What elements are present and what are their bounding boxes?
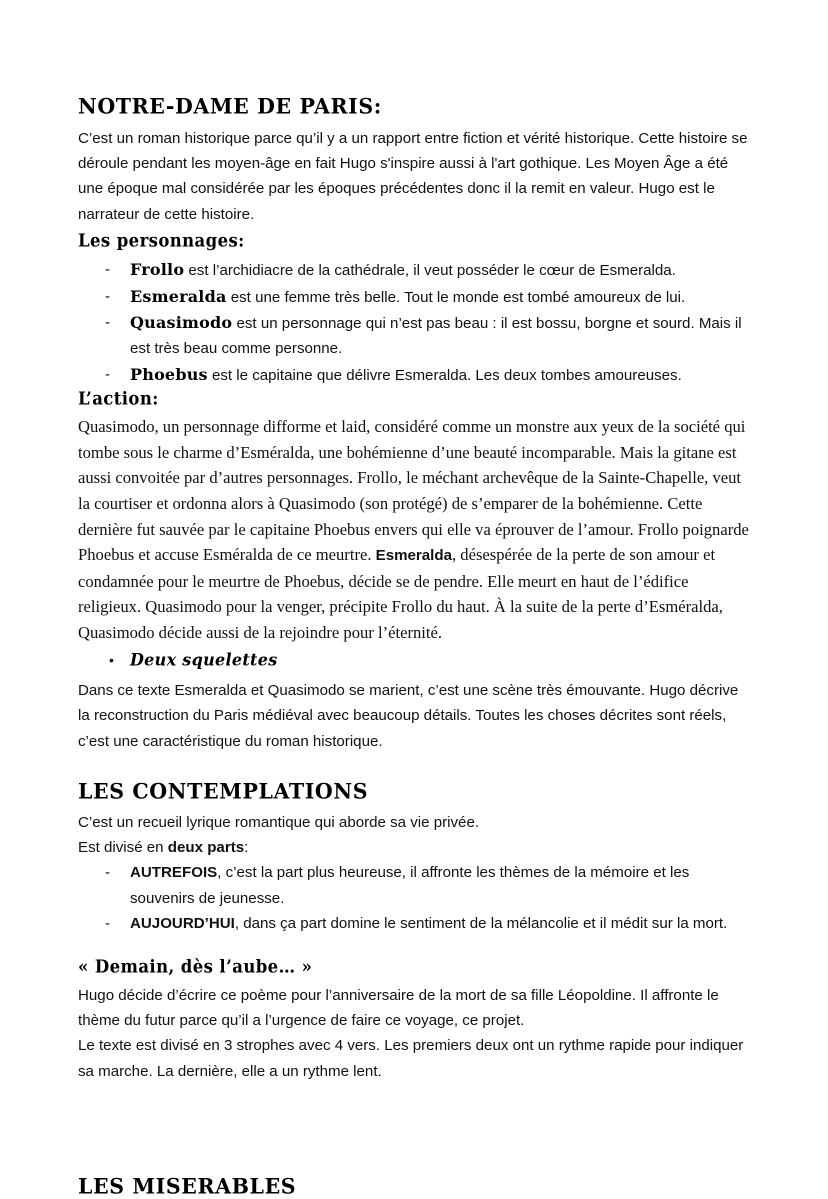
action-text-part-2: , désespérée de la perte de son amour et condamnée pour le meurtre de Phoebus, décide se de pendre. Elle meurt en haut de l’édifice religieux. Quasimodo pour la venger, précipite Frollo du haut. À la suite de la perte d’Esméralda, Quasimodo décide aussi de la rejoindre pour l’éternité. — [78, 545, 723, 642]
character-name-frollo: Frollo — [130, 260, 185, 280]
list-item — [78, 284, 753, 310]
heading-demain-des-laube: « Demain, dès l’aube… » — [78, 956, 313, 977]
part-name-aujourdhui: AUJOURD’HUI — [130, 915, 235, 933]
character-description: est le capitaine que délivre Esmeralda. Les deux tombes amoureuses. — [207, 366, 682, 384]
paragraph-contemplations-intro: C’est un recueil lyrique romantique qui aborde sa vie privée. — [78, 813, 480, 831]
character-name-quasimodo: Quasimodo — [130, 312, 233, 332]
action-text-part-1: Quasimodo, un personnage difforme et laid, considéré comme un monstre aux yeux de la société qui tombe sous le charme d’Esméralda, une bohémienne d’une beauté incomparable. Mais la gitane est aussi convoitée par d’autres personnages. Frollo, le méchant archevêque de la Sainte-Chapelle, veut la courtiser et ordonna alors à Quasimodo (son protégé) de s’emparer de la bohémienne. Cette dernière fut sauvée par le capitaine Phoebus envers qui elle va éprouver de l’amour. Frollo poignarde Phoebus et accuse Esméralda de ce meurtre. — [78, 417, 749, 565]
heading-les-miserables: LES MISERABLES — [78, 1173, 297, 1199]
character-name-esmeralda: Esmeralda — [130, 286, 227, 306]
character-description: est l’archidiacre de la cathédrale, il veut posséder le cœur de Esmeralda. — [184, 262, 676, 280]
paragraph-poem-1: Hugo décide d’écrire ce poème pour l’anniversaire de la mort de sa fille Léopoldine. Il affronte le thème du futur parce qu’il a l’urgence de faire ce voyage, ce projet. — [78, 986, 719, 1030]
list-item — [78, 911, 753, 936]
character-name-phoebus: Phoebus — [130, 364, 208, 384]
heading-les-personnages: Les personnages: — [78, 230, 245, 252]
list-item — [78, 310, 753, 362]
heading-notre-dame-de-paris: NOTRE-DAME DE PARIS: — [78, 93, 382, 120]
part-description: , c’est la part plus heureuse, il affronte les thèmes de la mémoire et les souvenirs de jeunesse. — [130, 864, 690, 907]
paragraph-notre-dame-intro: C’est un roman historique parce qu’il y a un rapport entre fiction et vérité historique. Cette histoire se déroule pendant les moyen-âge en fait Hugo s'inspire aussi à l'art gothique. Les Moyen Âge a été une époque mal considérée par les époques précédentes donc il la remit en valeur. Hugo est le narrateur de cette histoire. — [78, 129, 748, 223]
paragraph-deux-squelettes: Dans ce texte Esmeralda et Quasimodo se marient, c’est une scène très émouvante. Hugo décrive la reconstruction du Paris médiéval avec beaucoup détails. Toutes les choses décrites sont réels, c’est une caractéristique du roman historique. — [78, 681, 739, 750]
paragraph-laction — [78, 414, 753, 645]
bullet-deux-squelettes: Deux squelettes — [130, 650, 278, 671]
list-deux-squelettes — [78, 649, 753, 674]
list-item — [78, 257, 753, 283]
heading-les-contemplations: LES CONTEMPLATIONS — [78, 778, 369, 805]
part-name-autrefois: AUTREFOIS — [130, 864, 218, 882]
part-description: , dans ça part domine le sentiment de la mélancolie et il médit sur la mort. — [234, 915, 728, 933]
list-item — [78, 860, 753, 911]
heading-laction: L’action: — [78, 388, 159, 410]
paragraph-poem-2: Le texte est divisé en 3 strophes avec 4 vers. Les premiers deux ont un rythme rapide pour indiquer sa marche. La dernière, elle a un rythme lent. — [78, 1037, 744, 1080]
list-item — [78, 649, 753, 674]
character-description: est un personnage qui n’est pas beau : il est bossu, borgne et sourd. Mais il est très beau comme personne. — [130, 314, 742, 358]
divided-prefix: Est divisé en — [78, 839, 168, 857]
list-item — [78, 362, 753, 388]
divided-bold-deux-parts: deux parts — [167, 839, 245, 857]
divided-suffix: : — [244, 839, 249, 857]
action-highlight-esmeralda: Esmeralda — [375, 547, 452, 565]
character-description: est une femme très belle. Tout le monde est tombé amoureux de lui. — [226, 288, 686, 306]
document-page — [78, 0, 753, 1199]
paragraph-divided-in-parts — [78, 835, 753, 860]
list-contemplations-parts — [78, 860, 753, 936]
list-personnages — [78, 257, 753, 388]
